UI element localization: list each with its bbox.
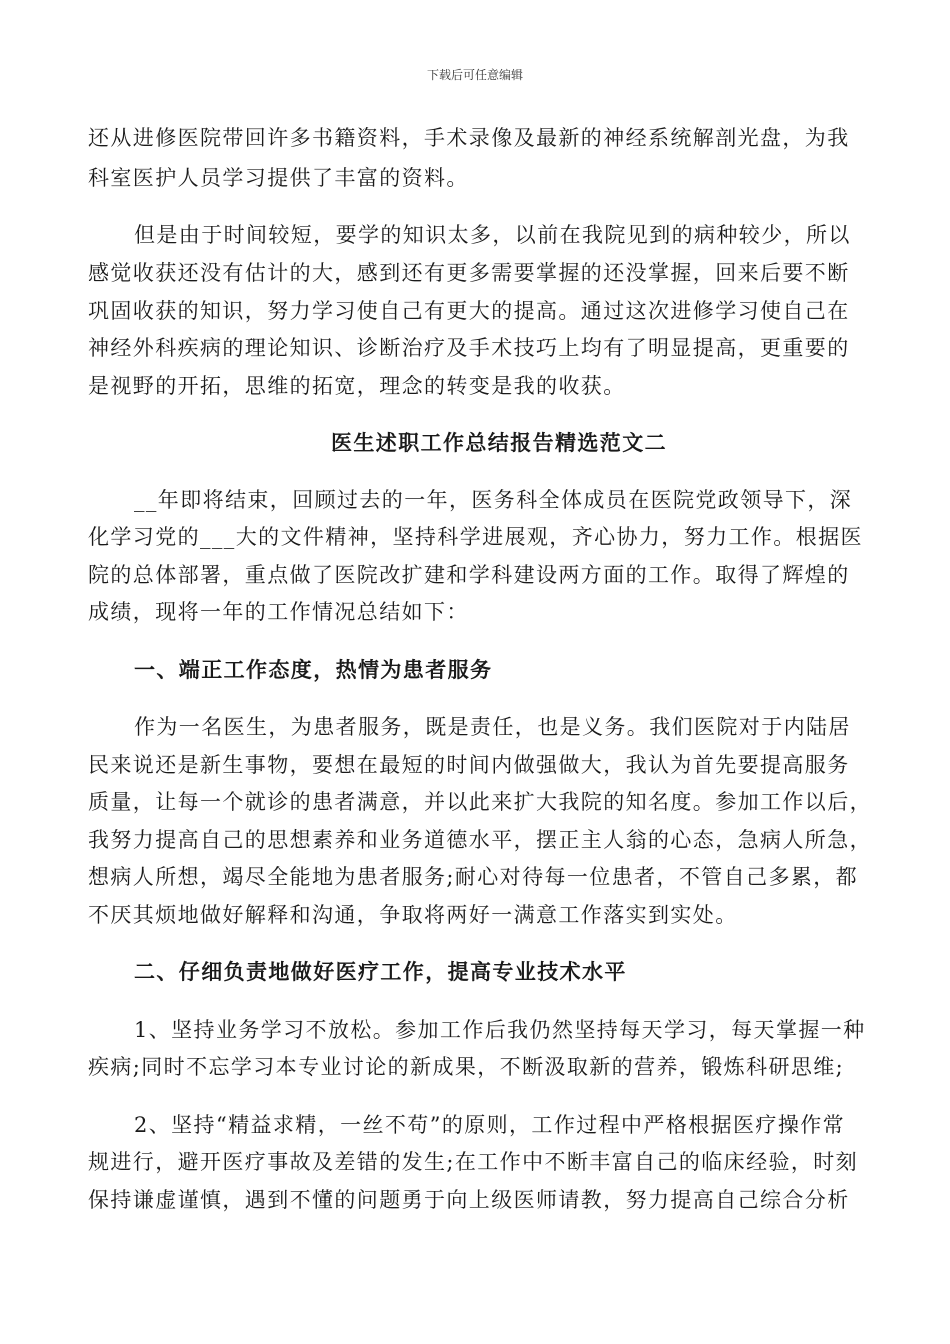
body-line: 民来说还是新生事物，要想在最短的时间内做强做大，我认为首先要提高服务 xyxy=(88,753,850,777)
body-line: 是视野的开拓，思维的拓宽，理念的转变是我的收获。 xyxy=(88,374,626,398)
body-line: 2、坚持“精益求精，一丝不苟”的原则，工作过程中严格根据医疗操作常 xyxy=(134,1113,846,1137)
body-line: 作为一名医生，为患者服务，既是责任，也是义务。我们医院对于内陆居 xyxy=(134,715,851,739)
body-line: 不厌其烦地做好解释和沟通，争取将两好一满意工作落实到实处。 xyxy=(88,903,738,927)
body-line: __年即将结束，回顾过去的一年，医务科全体成员在医院党政领导下，深 xyxy=(134,488,853,512)
body-line: 疾病;同时不忘学习本专业讨论的新成果，不断汲取新的营养，锻炼科研思维; xyxy=(88,1055,845,1079)
body-line: 化学习党的___大的文件精神，坚持科学进展观，齐心协力，努力工作。根据医 xyxy=(88,525,863,549)
body-line: 院的总体部署，重点做了医院改扩建和学科建设两方面的工作。取得了辉煌的 xyxy=(88,563,850,587)
body-line: 成绩，现将一年的工作情况总结如下： xyxy=(88,600,469,624)
subheading: 二、仔细负责地做好医疗工作，提高专业技术水平 xyxy=(134,959,627,984)
body-line: 保持谦虚谨慎，遇到不懂的问题勇于向上级医师请教，努力提高自己综合分析 xyxy=(88,1188,850,1212)
body-line: 我努力提高自己的思想素养和业务道德水平，摆正主人翁的心态，急病人所急， xyxy=(88,828,872,852)
subheading: 一、端正工作态度，热情为患者服务 xyxy=(134,657,493,682)
body-line: 规进行，避开医疗事故及差错的发生;在工作中不断丰富自己的临床经验，时刻 xyxy=(88,1150,859,1174)
body-line: 想病人所想，竭尽全能地为患者服务;耐心对待每一位患者，不管自己多累，都 xyxy=(88,865,859,889)
body-line: 1、坚持业务学习不放松。参加工作后我仍然坚持每天学习，每天掌握一种 xyxy=(134,1018,866,1042)
section-title: 医生述职工作总结报告精选范文二 xyxy=(331,430,667,455)
body-line: 还从进修医院带回许多书籍资料，手术录像及最新的神经系统解剖光盘，为我 xyxy=(88,126,850,150)
body-line: 感觉收获还没有估计的大，感到还有更多需要掌握的还没掌握，回来后要不断 xyxy=(88,261,850,285)
body-line: 神经外科疾病的理论知识、诊断治疗及手术技巧上均有了明显提高，更重要的 xyxy=(88,336,850,360)
body-line: 质量，让每一个就诊的患者满意，并以此来扩大我院的知名度。参加工作以后， xyxy=(88,790,872,814)
body-line: 巩固收获的知识，努力学习使自己有更大的提高。通过这次进修学习使自己在 xyxy=(88,299,850,323)
page-header: 下载后可任意编辑 xyxy=(426,68,523,82)
body-line: 但是由于时间较短，要学的知识太多，以前在我院见到的病种较少，所以 xyxy=(134,223,851,247)
body-line: 科室医护人员学习提供了丰富的资料。 xyxy=(88,166,469,190)
